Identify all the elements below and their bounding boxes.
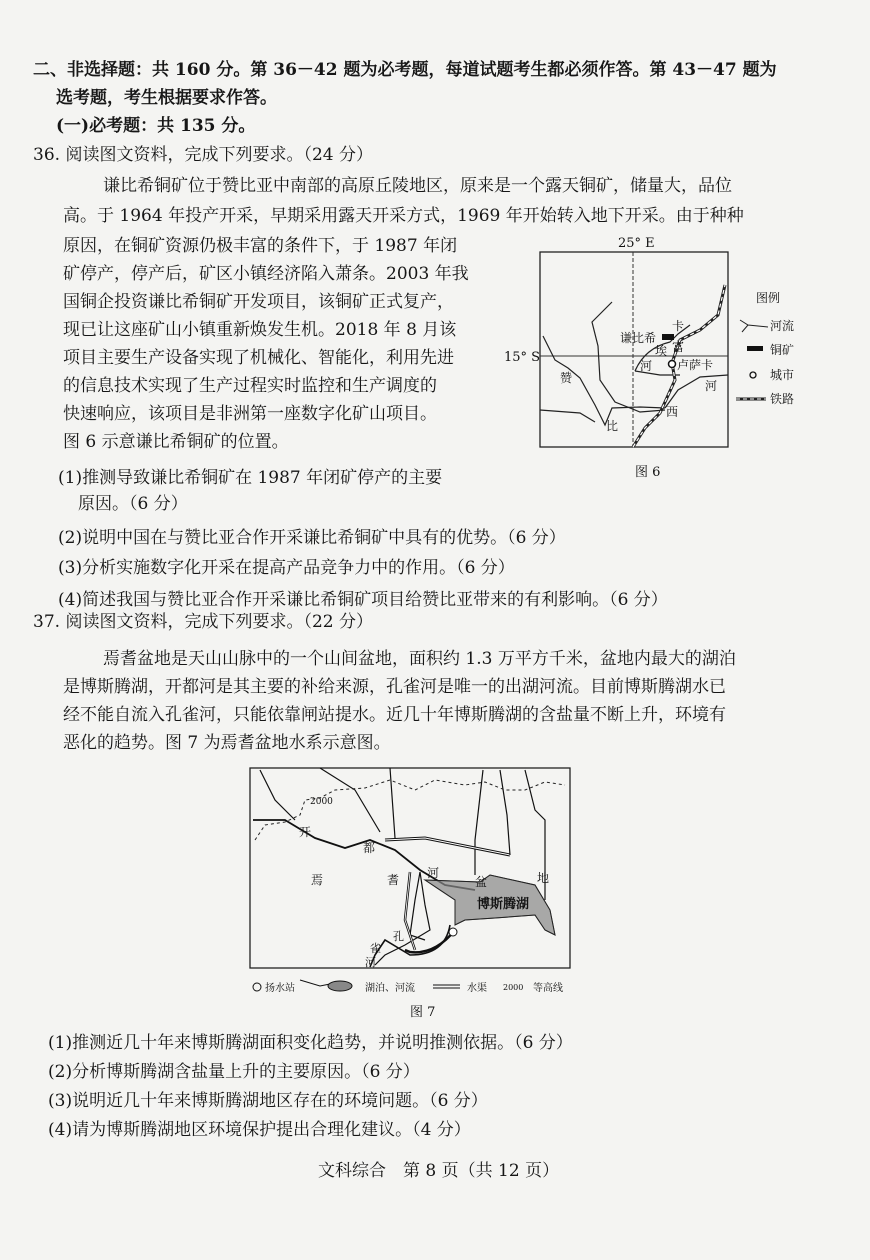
q37-title: 37. 阅读图文资料，完成下列要求。（22 分）	[33, 612, 373, 632]
q36-title: 36. 阅读图文资料，完成下列要求。（24 分）	[33, 145, 373, 165]
q36-question-1-cont: 原因。（6 分）	[78, 494, 188, 514]
figure-7-map	[245, 760, 625, 1020]
q37-question-3: (3)说明近几十年来博斯腾湖地区存在的环境问题。（6 分）	[48, 1091, 488, 1111]
river-label-char: 西	[666, 405, 679, 419]
river-label-char: 比	[606, 419, 619, 433]
figure-6-caption: 图 6	[635, 465, 661, 480]
legend-pumping-station: 扬水站	[265, 983, 295, 994]
river-label-char: 河	[427, 866, 440, 880]
q36-question-4: (4)简述我国与赞比亚合作开采谦比希铜矿项目给赞比亚带来的有利影响。（6 分）	[58, 590, 668, 610]
legend-city: 城市	[770, 368, 795, 382]
q37-passage-line: 经不能自流入孔雀河，只能依靠闸站提水。近几十年博斯腾湖的含盐量不断上升，环境有	[63, 705, 726, 725]
contour-label: 2000	[310, 797, 333, 807]
q36-question-1: (1)推测导致谦比希铜矿在 1987 年闭矿停产的主要	[58, 468, 443, 488]
legend-contour-value: 2000	[503, 983, 524, 992]
river-label-char: 雀	[370, 942, 381, 955]
q36-passage-line: 谦比希铜矿位于赞比亚中南部的高原丘陵地区，原来是一个露天铜矿，储量大，品位	[103, 176, 732, 196]
river-label-char: 都	[363, 841, 376, 855]
river-label-char: 卡	[672, 319, 685, 333]
mine-label: 谦比希	[620, 331, 657, 345]
q36-passage-line: 的信息技术实现了生产过程实时监控和生产调度的	[63, 376, 437, 396]
river-label-char: 开	[299, 825, 312, 839]
subsection-title: (一)必考题：共 135 分。	[56, 116, 256, 136]
section-instruction-line-1: 二、非选择题：共 160 分。第 36－42 题为必考题，每道试题考生都必须作答。第 43－47 题为	[33, 60, 777, 80]
longitude-label: 25° E	[618, 236, 655, 251]
river-label-char: 孔	[393, 930, 404, 943]
q36-passage-line: 现已让这座矿山小镇重新焕发生机。2018 年 8 月该	[63, 320, 457, 340]
q36-passage-line: 快速响应，该项目是非洲第一座数字化矿山项目。	[63, 404, 437, 424]
q37-passage-line: 是博斯腾湖，开都河是其主要的补给来源，孔雀河是唯一的出湖河流。目前博斯腾湖水已	[63, 677, 726, 697]
lake-label: 博斯腾湖	[477, 897, 530, 912]
legend-lake-river: 湖泊、河流	[365, 983, 415, 994]
legend-canal: 水渠	[467, 983, 487, 994]
q36-question-3: (3)分析实施数字化开采在提高产品竞争力中的作用。（6 分）	[58, 558, 515, 578]
city-label: 卢萨卡	[677, 358, 714, 372]
basin-label-char: 焉	[311, 873, 324, 887]
legend-contour: 等高线	[533, 983, 563, 994]
page-footer: 文科综合 第 8 页（共 12 页）	[318, 1161, 560, 1181]
river-label-char: 埃	[655, 344, 668, 358]
legend-railway: 铁路	[770, 392, 795, 406]
section-instruction-line-2: 选考题，考生根据要求作答。	[56, 88, 277, 108]
latitude-label: 15° S	[504, 350, 541, 365]
figure-6-legend	[736, 290, 794, 406]
figure-7-legend	[253, 980, 563, 994]
q37-question-1: (1)推测近几十年来博斯腾湖面积变化趋势，并说明推测依据。（6 分）	[48, 1033, 573, 1053]
q36-passage-line: 高。于 1964 年投产开采，早期采用露天开采方式，1969 年开始转入地下开采。由于种种	[63, 206, 744, 226]
q36-question-2: (2)说明中国在与赞比亚合作开采谦比希铜矿中具有的优势。（6 分）	[58, 528, 566, 548]
q36-passage-line: 图 6 示意谦比希铜矿的位置。	[63, 432, 289, 452]
q36-passage-line: 原因，在铜矿资源仍极丰富的条件下，于 1987 年闭	[63, 236, 458, 256]
river-label-char: 河	[640, 359, 653, 373]
river-label-char: 富	[672, 340, 685, 354]
legend-copper-mine: 铜矿	[770, 343, 795, 357]
river-label-char: 河	[365, 956, 376, 969]
q37-question-2: (2)分析博斯腾湖含盐量上升的主要原因。（6 分）	[48, 1062, 420, 1082]
q36-passage-line: 国铜企投资谦比希铜矿开发项目，该铜矿正式复产，	[63, 292, 454, 312]
q37-passage-line: 焉耆盆地是天山山脉中的一个山间盆地，面积约 1.3 万平方千米，盆地内最大的湖泊	[103, 649, 736, 669]
basin-label-char: 盆	[475, 875, 488, 889]
q36-passage-line: 项目主要生产设备实现了机械化、智能化，利用先进	[63, 348, 454, 368]
city-marker	[669, 361, 676, 368]
river-label-char: 赞	[560, 371, 573, 385]
basin-label-char: 地	[537, 871, 550, 885]
figure-7-caption: 图 7	[410, 1005, 436, 1020]
legend-title: 图例	[756, 291, 781, 305]
q36-passage-line: 矿停产，停产后，矿区小镇经济陷入萧条。2003 年我	[63, 264, 469, 284]
q37-passage-line: 恶化的趋势。图 7 为焉耆盆地水系示意图。	[63, 733, 391, 753]
pumping-station-marker	[449, 928, 457, 936]
figure-6-map	[500, 230, 820, 480]
legend-river: 河流	[770, 319, 795, 333]
river-label-char: 河	[705, 379, 718, 393]
basin-label-char: 耆	[387, 873, 400, 887]
q37-question-4: (4)请为博斯腾湖地区环境保护提出合理化建议。（4 分）	[48, 1120, 471, 1140]
